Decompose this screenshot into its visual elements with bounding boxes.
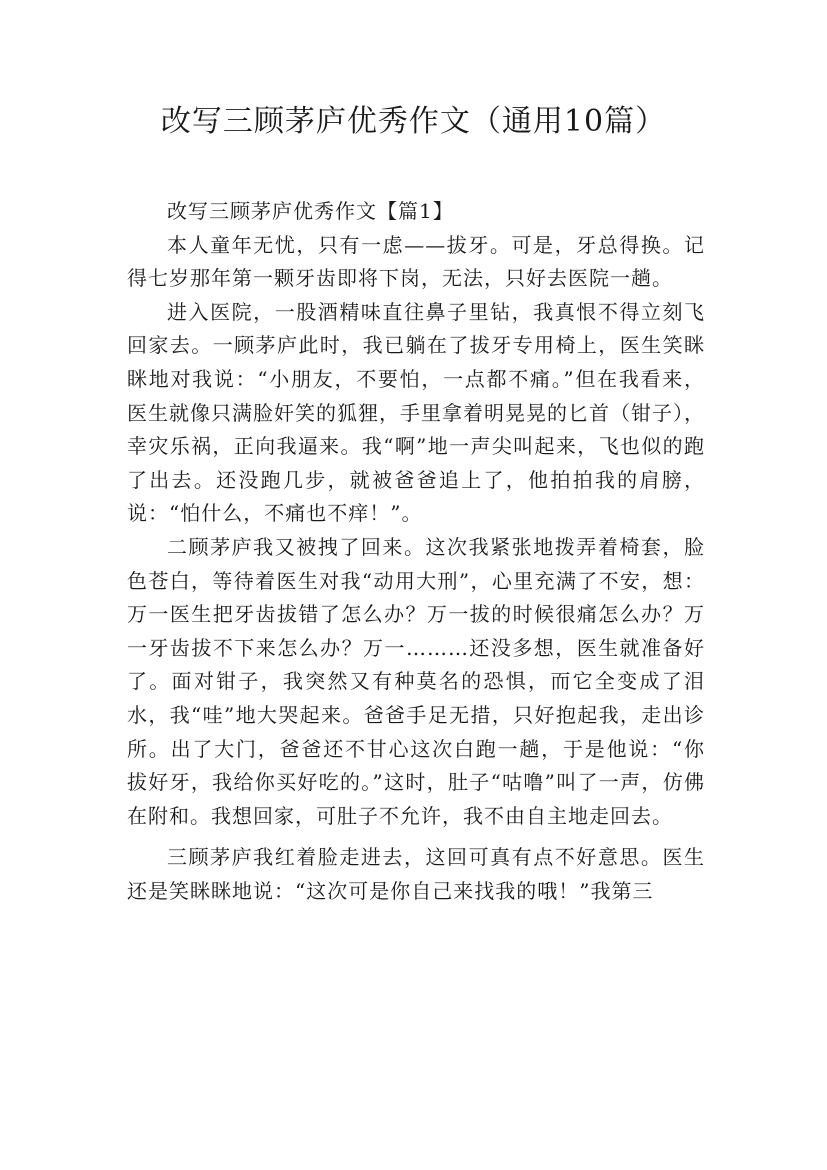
paragraph: 二顾茅庐我又被拽了回来。这次我紧张地拨弄着椅套，脸色苍白，等待着医生对我“动用大刑”，心里充满了不安，想：万一医生把牙齿拔错了怎么办？万一拔的时候很痛怎么办？万一牙齿拔不下来怎么办？万一………还没多想，医生就准备好了。面对钳子，我突然又有种莫名的恐惧，而它全变成了泪水，我“哇”地大哭起来。爸爸手足无措，只好抱起我，走出诊所。出了大门，爸爸还不甘心这次白跑一趟，于是他说：“你拔好牙，我给你买好吃的。”这时，肚子“咕噜”叫了一声，仿佛在附和。我想回家，可肚子不允许，我不由自主地走回去。 — [127, 534, 705, 828]
section-heading: 改写三顾茅庐优秀作文【篇1】 — [167, 199, 454, 223]
paragraph: 本人童年无忧，只有一虑——拔牙。可是，牙总得换。记得七岁那年第一颗牙齿即将下岗，无法，只好去医院一趟。 — [127, 232, 705, 291]
paragraph: 进入医院，一股酒精味直往鼻子里钻，我真恨不得立刻飞回家去。一顾茅庐此时，我已躺在了拔牙专用椅上，医生笑眯眯地对我说：“小朋友，不要怕，一点都不痛。”但在我看来，医生就像只满脸奸笑的狐狸，手里拿着明晃晃的匕首（钳子），幸灾乐祸，正向我逼来。我“啊”地一声尖叫起来，飞也似的跑了出去。还没跑几步，就被爸爸追上了，他拍拍我的肩膀，说：“怕什么，不痛也不痒！”。 — [127, 299, 705, 526]
article-body — [127, 195, 705, 908]
document-title: 改写三顾茅庐优秀作文（通用10篇） — [160, 104, 667, 139]
paragraph: 三顾茅庐我红着脸走进去，这回可真有点不好意思。医生还是笑眯眯地说：“这次可是你自己来找我的哦！”我第三 — [127, 845, 705, 903]
